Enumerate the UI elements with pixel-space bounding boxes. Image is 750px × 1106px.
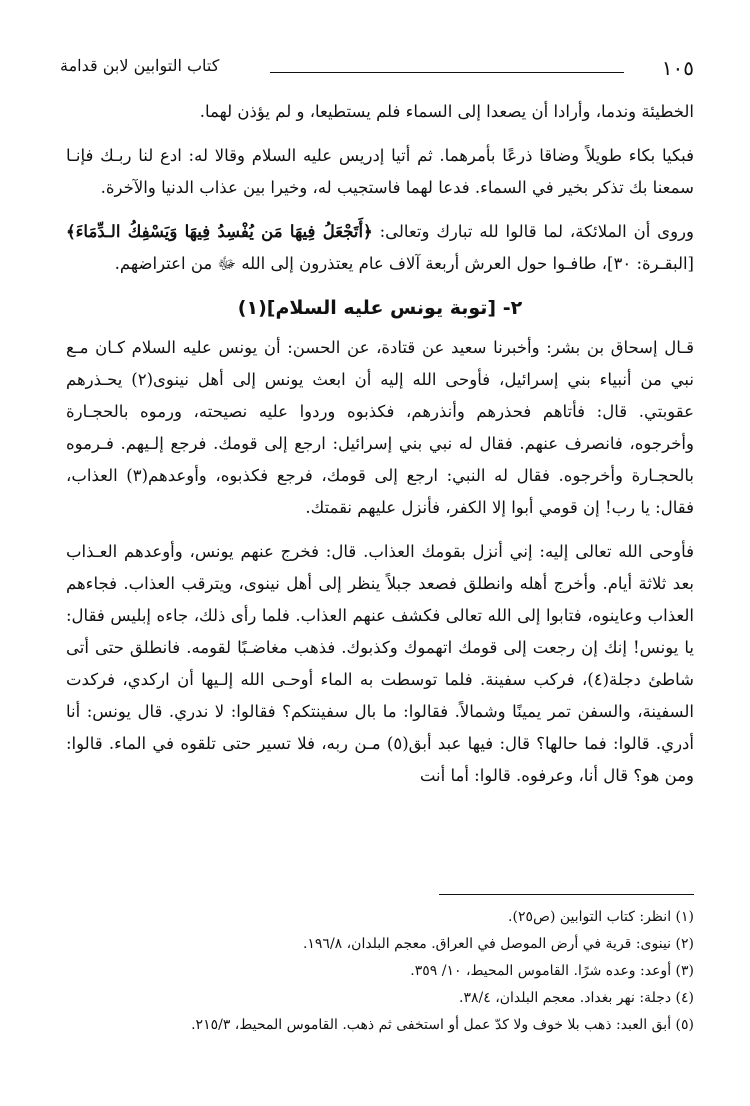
page-number: ١٠٥ <box>661 56 694 80</box>
paragraph: قـال إسحاق بن بشر: وأخبرنا سعيد عن قتادة، عن الحسن: أن يونس عليه السلام كـان مـع نبي من أنبياء بني إسرائيل، فأوحى الله إليه أن ابعث يونس إلى أهل نينوى(٢) يحـذرهم عقوبتي. قال: فأتاهم فحذرهم وأنذرهم، فكذبوه وردوا عليه نصيحته، ورموه بالحجـارة وأخرجوه، فانصرف عنهم. فقال له نبي بني إسرائيل: ارجع إلى قومك. فرجع إلـيهم. فـرموه بالحجـارة وأخرجوه. فقال له النبي: ارجع إلى قومك، فرجع فكذبوه، وأوعدهم(٣) العذاب، فقال: يا رب! إن قومي أبوا إلا الكفر، فأنزل عليهم نقمتك. <box>66 338 695 517</box>
running-title: كتاب التوابين لابن قدامة <box>60 56 220 75</box>
footnote: (٢) نينوى: قرية في أرض الموصل في العراق. معجم البلدان، ١٩٦/٨. <box>302 936 694 952</box>
paragraph <box>66 216 694 280</box>
header-rule <box>270 72 624 73</box>
footnote: (٥) أبق العبد: ذهب بلا خوف ولا كدّ عمل أو استخفى ثم ذهب. القاموس المحيط، ٢١٥/٣. <box>191 1017 694 1033</box>
paragraph-text: وروى أن الملائكة، لما قالوا لله تبارك وتعالى: <box>372 222 694 241</box>
paragraph: الخطيئة وندما، وأرادا أن يصعدا إلى السماء فلم يستطيعا، و لم يؤذن لهما. <box>199 102 694 121</box>
footnote-separator <box>439 894 694 895</box>
footnotes <box>66 904 694 1039</box>
quran-verse: ﴿أَتَجْعَلُ فِيهَا مَن يُفْسِدُ فِيهَا وَيَسْفِكُ الـدِّمَاءَ﴾ <box>66 222 373 241</box>
footnote: (٤) دجلة: نهر بغداد. معجم البلدان، ٣٨/٤. <box>459 990 694 1006</box>
section-heading: ٢- [توبة يونس عليه السلام](١) <box>237 297 523 319</box>
paragraph-text: [البقـرة: ٣٠]، طافـوا حول العرش أربعة آلاف عام يعتذرون إلى الله ﷻ من اعتراضهم. <box>114 254 694 273</box>
footnote: (١) انظر: كتاب التوابين (ص٢٥). <box>508 909 694 925</box>
paragraph: فأوحى الله تعالى إليه: إني أنزل بقومك العذاب. قال: فخرج عنهم يونس، وأوعدهم العـذاب بعد ثلاثة أيام. وأخرج أهله وانطلق فصعد جبلاً ينظر إلى أهل نينوى، ويترقب العذاب. فجاءهم العذاب وعاينوه، فتابوا إلى الله تعالى فكشف عنهم العذاب. فلما رأى ذلك، جاءه إبليس فقال: يا يونس! إنك إن رجعت إلى قومك اتهموك وكذبوك. فذهب مغاضـبًا لقومه. فانطلق حتى أتى شاطئ دجلة(٤)، فركب سفينة. فلما توسطت به الماء أوحـى الله إلـيها أن اركدي، فركدت السفينة، والسفن تمر يمينًا وشمالاً. فقالوا: ما بال سفينتكم؟ فقالوا: لا ندري. قال يونس: أنا أدري. قالوا: فما حالها؟ قال: فيها عبد أبق(٥) مـن ربه، فلا تسير حتى تلقوه في الماء. قالوا: ومن هو؟ قال أنا، وعرفوه. قالوا: أما أنت <box>66 542 695 785</box>
footnote: (٣) أوعد: وعده شرًا. القاموس المحيط، ١٠/ ٣٥٩. <box>410 963 694 979</box>
paragraph: فبكيا بكاء طويلاً وضاقا ذرعًا بأمرهما. ثم أتيا إدريس عليه السلام وقالا له: ادع لنا ربـك فإنـا سمعنا بك تذكر بخير في السماء. فدعا لهما فاستجيب له، وخيرا بين عذاب الدنيا والآخرة. <box>66 146 694 197</box>
main-text <box>66 96 694 804</box>
page-header <box>60 50 694 84</box>
